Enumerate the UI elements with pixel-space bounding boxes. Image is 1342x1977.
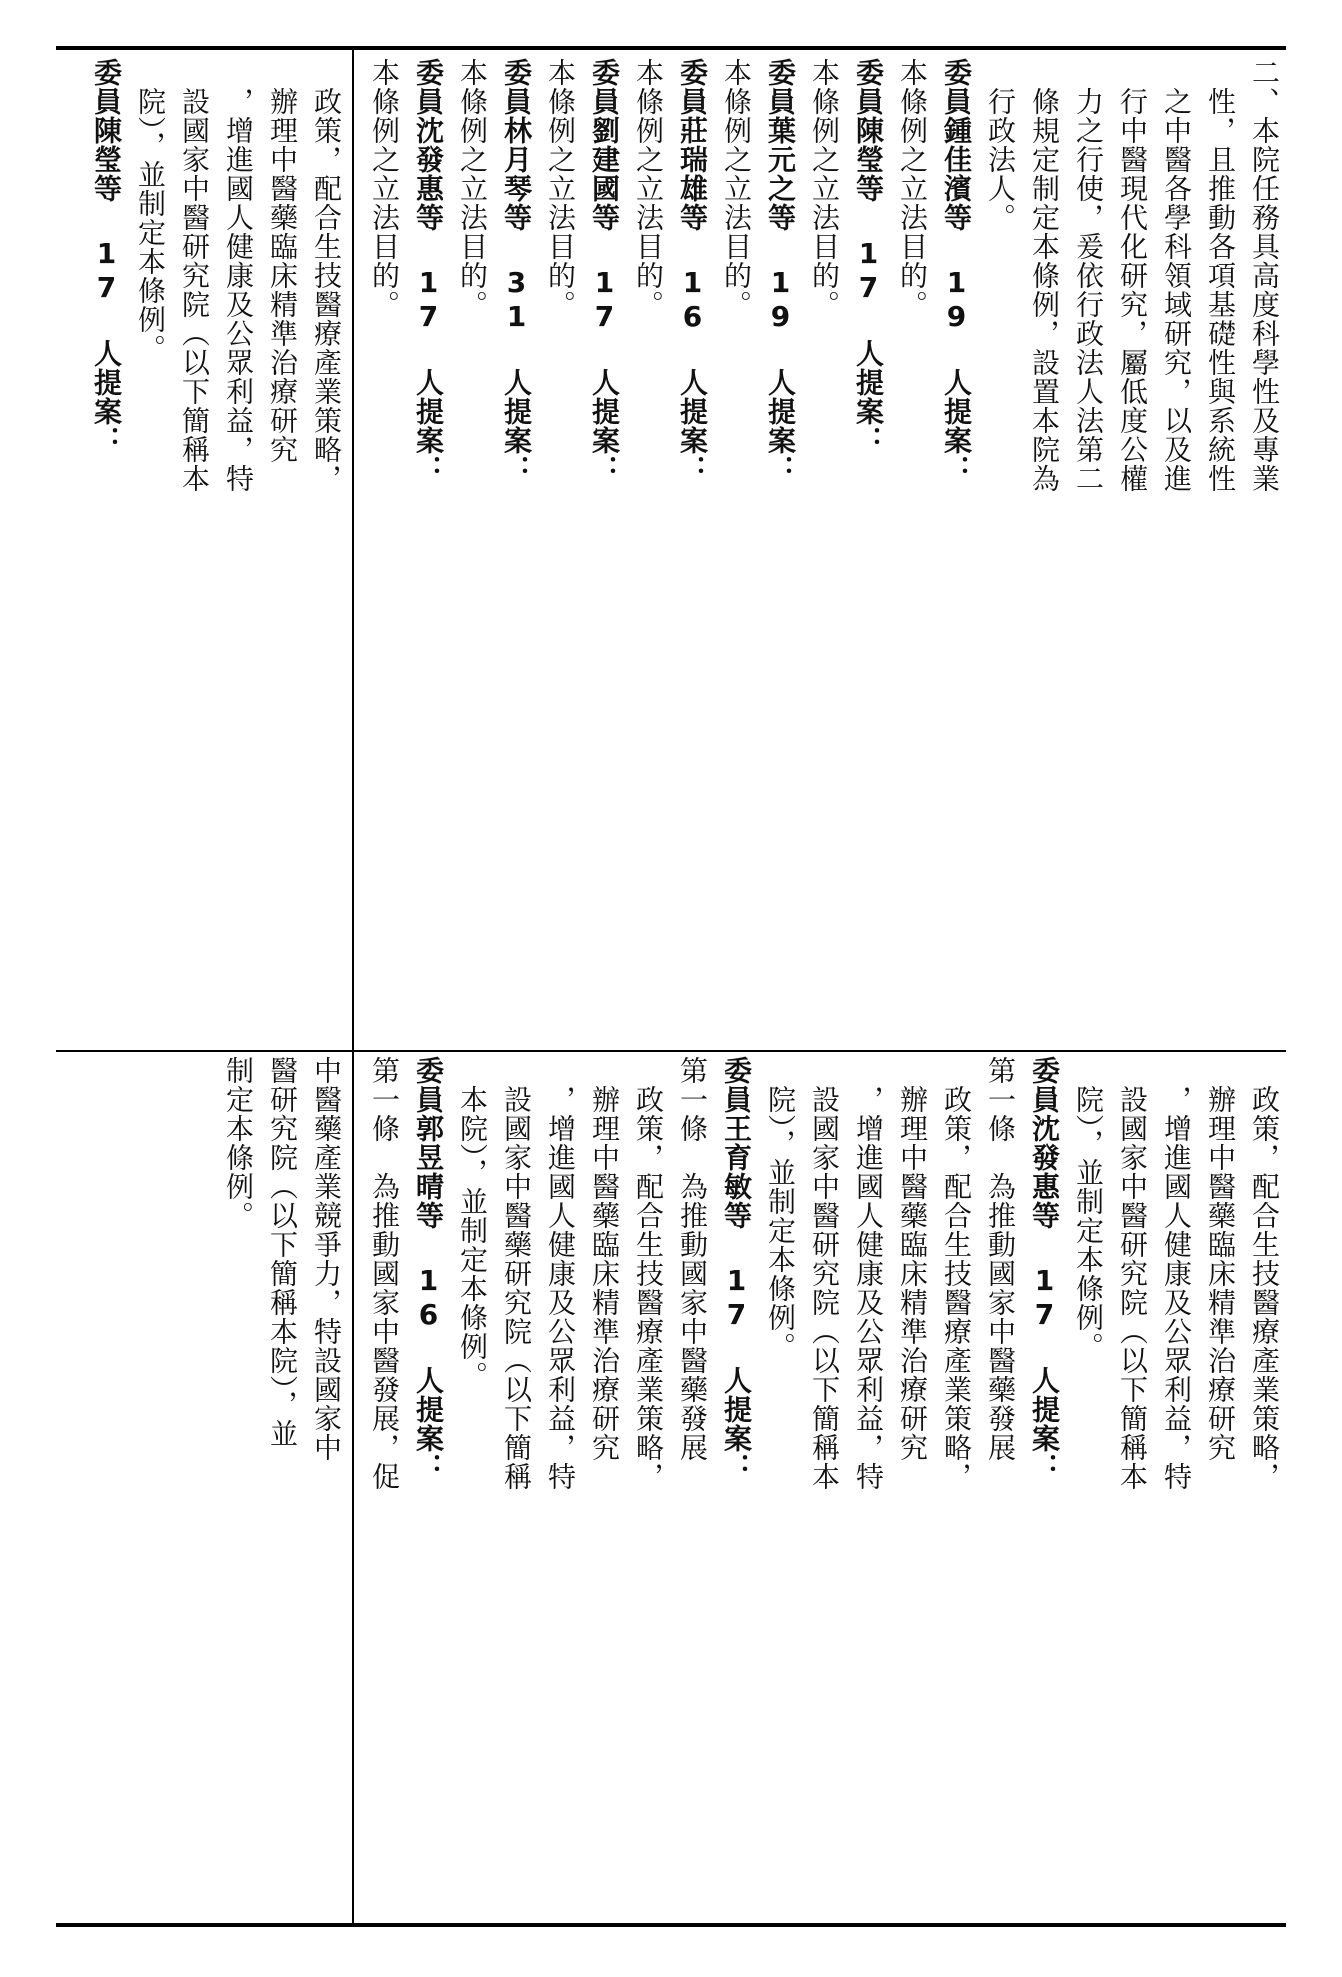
text-line: 政策，配合生技醫療產業策略， [310, 58, 343, 493]
bottom-rule [56, 1923, 1286, 1927]
text-line: 之中醫各學科領域研究，以及進 [1160, 58, 1193, 493]
text-line: 二、本院任務具高度科學性及專業 [1248, 58, 1281, 493]
text-line: 院），並制定本條例。 [1072, 1056, 1105, 1361]
text-line: 辦理中醫藥臨床精準治療研究 [588, 1056, 621, 1462]
text-line: ，增進國人健康及公眾利益，特 [544, 1056, 577, 1491]
text-line: 第一條 為推動國家中醫發展，促 [368, 1056, 401, 1491]
text-line: 設國家中醫研究院（以下簡稱本 [178, 58, 211, 493]
proposal-heading: 委員莊瑞雄等 16 人提案： [676, 58, 709, 484]
text-line: 力之行使，爰依行政法人法第二 [1072, 58, 1105, 493]
text-line: 政策，配合生技醫療產業策略， [940, 1056, 973, 1491]
text-line: 政策，配合生技醫療產業策略， [1248, 1056, 1281, 1491]
text-line: 本條例之立法目的。 [720, 58, 753, 319]
text-line: 第一條 為推動國家中醫藥發展 [984, 1056, 1017, 1462]
text-line: 行政法人。 [984, 58, 1017, 232]
proposal-heading: 委員沈發惠等 17 人提案： [1028, 1056, 1061, 1482]
text-line: ，增進國人健康及公眾利益，特 [222, 58, 255, 493]
text-line: 本條例之立法目的。 [368, 58, 401, 319]
column-divider [352, 1050, 354, 1925]
text-line: 辦理中醫藥臨床精準治療研究 [266, 58, 299, 464]
text-line: ，增進國人健康及公眾利益，特 [852, 1056, 885, 1491]
text-line: 辦理中醫藥臨床精準治療研究 [1204, 1056, 1237, 1462]
text-line: 條規定制定本條例，設置本院為 [1028, 58, 1061, 493]
text-line: 本條例之立法目的。 [544, 58, 577, 319]
proposal-heading: 委員葉元之等 19 人提案： [764, 58, 797, 484]
text-line: 本條例之立法目的。 [632, 58, 665, 319]
text-line: 政策，配合生技醫療產業策略， [632, 1056, 665, 1491]
text-column-1 [358, 58, 1286, 1046]
proposal-heading: 委員陳瑩等 17 人提案： [90, 58, 123, 455]
text-line: 本條例之立法目的。 [456, 58, 489, 319]
text-line: 第一條 為推動國家中醫藥發展 [676, 1056, 709, 1462]
text-line: 醫研究院（以下簡稱本院），並 [266, 1056, 299, 1448]
row-divider [56, 1050, 1286, 1052]
proposal-heading: 委員郭昱晴等 16 人提案： [412, 1056, 445, 1482]
proposal-heading: 委員王育敏等 17 人提案： [720, 1056, 753, 1482]
text-column-4 [60, 1056, 348, 1918]
proposal-heading: 委員陳瑩等 17 人提案： [852, 58, 885, 455]
text-line: 辦理中醫藥臨床精準治療研究 [896, 1056, 929, 1462]
text-line: 本條例之立法目的。 [896, 58, 929, 319]
text-line: 本條例之立法目的。 [808, 58, 841, 319]
text-column-3 [60, 58, 348, 1046]
text-line: ，增進國人健康及公眾利益，特 [1160, 1056, 1193, 1491]
text-line: 中醫藥產業競爭力，特設國家中 [310, 1056, 343, 1462]
text-line: 本院），並制定本條例。 [456, 1056, 489, 1390]
proposal-heading: 委員鍾佳濱等 19 人提案： [940, 58, 973, 484]
text-line: 制定本條例。 [222, 1056, 255, 1230]
text-line [358, 1056, 362, 1918]
column-divider [352, 50, 354, 1052]
proposal-heading: 委員林月琴等 31 人提案： [500, 58, 533, 484]
text-line: 設國家中醫藥研究院（以下簡稱 [500, 1056, 533, 1491]
proposal-heading [358, 58, 362, 1046]
top-rule [56, 46, 1286, 50]
text-line: 院），並制定本條例。 [134, 58, 167, 363]
text-column-2-body [358, 1056, 1286, 1918]
proposal-heading: 委員沈發惠等 17 人提案： [412, 58, 445, 484]
text-line: 院），並制定本條例。 [764, 1056, 797, 1361]
text-line: 性，且推動各項基礎性與系統性 [1204, 58, 1237, 493]
text-line: 設國家中醫研究院（以下簡稱本 [808, 1056, 841, 1491]
text-line: 設國家中醫研究院（以下簡稱本 [1116, 1056, 1149, 1491]
text-line: 行中醫現代化研究，屬低度公權 [1116, 58, 1149, 493]
proposal-heading: 委員劉建國等 17 人提案： [588, 58, 621, 484]
